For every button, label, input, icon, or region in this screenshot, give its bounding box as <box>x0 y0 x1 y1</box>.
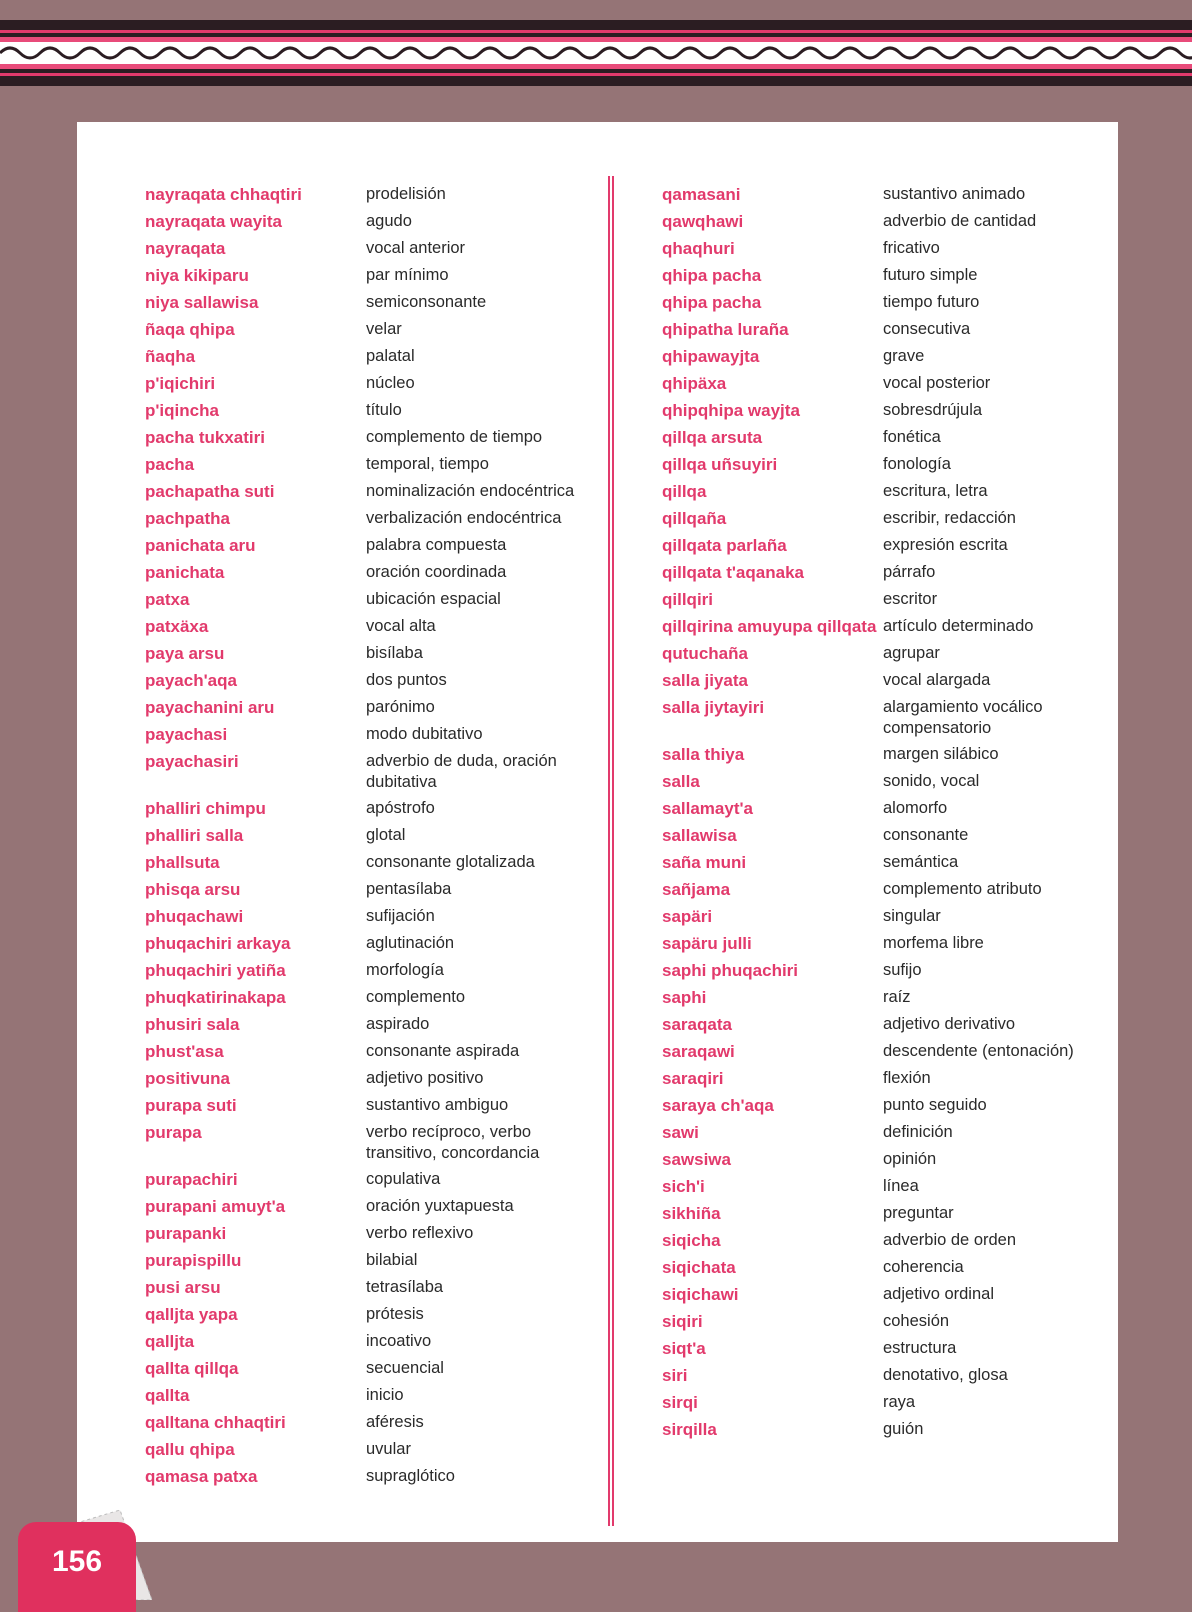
glossary-term: phalliri salla <box>145 826 244 845</box>
glossary-definition: palabra compuesta <box>366 536 507 554</box>
glossary-definition: uvular <box>366 1440 411 1458</box>
glossary-definition: fonología <box>883 455 951 473</box>
glossary-definition: coherencia <box>883 1258 964 1276</box>
glossary-definition: flexión <box>883 1069 931 1087</box>
glossary-definition: adverbio de duda, oración dubitativa <box>366 752 557 791</box>
glossary-term: nayraqata chhaqtiri <box>145 185 302 204</box>
glossary-term: sallamayt'a <box>662 799 753 818</box>
glossary-term: qhipqhipa wayjta <box>662 401 800 420</box>
glossary-term: siqichawi <box>662 1285 739 1304</box>
glossary-term: qawqhawi <box>662 212 744 231</box>
glossary-term: siqicha <box>662 1231 721 1250</box>
glossary-definition: descendente (entonación) <box>883 1042 1074 1060</box>
glossary-term: pachpatha <box>145 509 231 528</box>
glossary-term: qamasa patxa <box>145 1467 258 1486</box>
glossary-term: sirqi <box>662 1393 698 1412</box>
glossary-definition: bilabial <box>366 1251 418 1269</box>
glossary-definition: nominalización endocéntrica <box>366 482 575 500</box>
glossary-definition: fricativo <box>883 239 940 257</box>
glossary-definition: verbo recíproco, verbo transitivo, concordancia <box>366 1123 540 1162</box>
glossary-term: phust'asa <box>145 1042 224 1061</box>
glossary-definition: agudo <box>366 212 412 230</box>
glossary-term: sawsiwa <box>662 1150 731 1169</box>
glossary-term: qillqa arsuta <box>662 428 763 447</box>
glossary-term: qhipa pacha <box>662 266 762 285</box>
glossary-term: purapachiri <box>145 1170 238 1189</box>
glossary-definition: par mínimo <box>366 266 449 284</box>
glossary-term: qillqa uñsuyiri <box>662 455 778 474</box>
glossary-definition: tiempo futuro <box>883 293 980 311</box>
glossary-definition: línea <box>883 1177 919 1195</box>
glossary-term: salla jiyata <box>662 671 749 690</box>
glossary-definition: agrupar <box>883 644 940 662</box>
glossary-definition: futuro simple <box>883 266 978 284</box>
glossary-definition: grave <box>883 347 925 365</box>
glossary-definition: dos puntos <box>366 671 447 689</box>
glossary-definition: raíz <box>883 988 911 1006</box>
glossary-definition: vocal alargada <box>883 671 991 689</box>
glossary-definition: complemento <box>366 988 466 1006</box>
glossary-term: siqichata <box>662 1258 736 1277</box>
glossary-term: panichata <box>145 563 225 582</box>
glossary-definition: morfología <box>366 961 444 979</box>
glossary-term: sirqilla <box>662 1420 717 1439</box>
glossary-definition: complemento atributo <box>883 880 1042 898</box>
glossary-definition: pentasílaba <box>366 880 452 898</box>
glossary-definition: consecutiva <box>883 320 971 338</box>
glossary-definition: punto seguido <box>883 1096 987 1114</box>
glossary-definition: verbalización endocéntrica <box>366 509 562 527</box>
glossary-term: patxa <box>145 590 190 609</box>
glossary-definition: sonido, vocal <box>883 772 980 790</box>
glossary-term: pachapatha suti <box>145 482 275 501</box>
glossary-term: pacha tukxatiri <box>145 428 265 447</box>
glossary-term: purapanki <box>145 1224 227 1243</box>
glossary-definition: tetrasílaba <box>366 1278 444 1296</box>
glossary-term: saphi phuqachiri <box>662 961 799 980</box>
glossary-term: p'iqichiri <box>145 374 216 393</box>
glossary-definition: vocal alta <box>366 617 436 635</box>
glossary-definition: palatal <box>366 347 415 365</box>
glossary-term: qallu qhipa <box>145 1440 235 1459</box>
glossary-definition: complemento de tiempo <box>366 428 543 446</box>
glossary-definition: consonante <box>883 826 969 844</box>
glossary-term: purapa suti <box>145 1096 237 1115</box>
glossary-definition: adjetivo positivo <box>366 1069 484 1087</box>
glossary-definition: margen silábico <box>883 745 999 763</box>
glossary-definition: sustantivo animado <box>883 185 1026 203</box>
glossary-term: phuqachiri arkaya <box>145 934 291 953</box>
glossary-definition: estructura <box>883 1339 957 1357</box>
glossary-definition: sustantivo ambiguo <box>366 1096 509 1114</box>
glossary-term: pacha <box>145 455 195 474</box>
glossary-definition: vocal posterior <box>883 374 991 392</box>
glossary-term: saraqiri <box>662 1069 724 1088</box>
glossary-definition: bisílaba <box>366 644 423 662</box>
glossary-definition: singular <box>883 907 941 925</box>
glossary-term: phusiri sala <box>145 1015 240 1034</box>
glossary-term: salla <box>662 772 700 791</box>
glossary-page <box>77 122 1118 1542</box>
glossary-term: qallta qillqa <box>145 1359 239 1378</box>
glossary-term: qillqirina amuyupa qillqata <box>662 617 877 636</box>
glossary-definition: adjetivo derivativo <box>883 1015 1016 1033</box>
glossary-definition: oración coordinada <box>366 563 507 581</box>
glossary-term: sich'i <box>662 1177 705 1196</box>
glossary-definition: temporal, tiempo <box>366 455 489 473</box>
glossary-definition: escribir, redacción <box>883 509 1016 527</box>
glossary-term: qamasani <box>662 185 741 204</box>
glossary-term: saraqata <box>662 1015 732 1034</box>
glossary-definition: preguntar <box>883 1204 954 1222</box>
glossary-definition: escritura, letra <box>883 482 988 500</box>
glossary-term: phuqachawi <box>145 907 244 926</box>
glossary-term: saphi <box>662 988 707 1007</box>
glossary-definition: adverbio de orden <box>883 1231 1017 1249</box>
glossary-definition: morfema libre <box>883 934 984 952</box>
glossary-definition: raya <box>883 1393 916 1411</box>
glossary-definition: guión <box>883 1420 924 1438</box>
glossary-term: purapispillu <box>145 1251 242 1270</box>
glossary-term: niya sallawisa <box>145 293 259 312</box>
glossary-term: purapa <box>145 1123 202 1142</box>
glossary-definition: parónimo <box>366 698 435 716</box>
glossary-definition: copulativa <box>366 1170 441 1188</box>
glossary-definition: párrafo <box>883 563 936 581</box>
glossary-term: pusi arsu <box>145 1278 221 1297</box>
glossary-term: saraqawi <box>662 1042 735 1061</box>
glossary-term: paya arsu <box>145 644 225 663</box>
glossary-term: qalljta yapa <box>145 1305 238 1324</box>
glossary-definition: verbo reflexivo <box>366 1224 474 1242</box>
glossary-definition: vocal anterior <box>366 239 466 257</box>
glossary-term: phalliri chimpu <box>145 799 266 818</box>
glossary-definition: aspirado <box>366 1015 430 1033</box>
glossary-term: saña muni <box>662 853 747 872</box>
glossary-definition: título <box>366 401 402 419</box>
glossary-term: qhipatha luraña <box>662 320 789 339</box>
glossary-term: salla jiytayiri <box>662 698 765 717</box>
glossary-term: salla thiya <box>662 745 745 764</box>
glossary-definition: sufijo <box>883 961 922 979</box>
glossary-term: qhipäxa <box>662 374 727 393</box>
glossary-definition: expresión escrita <box>883 536 1008 554</box>
glossary-term: payachasiri <box>145 752 239 771</box>
glossary-definition: consonante glotalizada <box>366 853 535 871</box>
glossary-term: qillqata parlaña <box>662 536 787 555</box>
glossary-definition: apóstrofo <box>366 799 435 817</box>
glossary-definition: aglutinación <box>366 934 455 952</box>
glossary-definition: sobresdrújula <box>883 401 983 419</box>
glossary-term: sañjama <box>662 880 731 899</box>
glossary-term: qillqaña <box>662 509 727 528</box>
glossary-term: nayraqata <box>145 239 226 258</box>
glossary-definition: inicio <box>366 1386 404 1404</box>
glossary-term: phisqa arsu <box>145 880 241 899</box>
glossary-term: ñaqa qhipa <box>145 320 235 339</box>
glossary-term: ñaqha <box>145 347 196 366</box>
glossary-term: positivuna <box>145 1069 231 1088</box>
glossary-term: niya kikiparu <box>145 266 249 285</box>
page-number: 156 <box>18 1522 136 1612</box>
glossary-term: qalltana chhaqtiri <box>145 1413 286 1432</box>
glossary-term: sapäru julli <box>662 934 752 953</box>
glossary-definition: núcleo <box>366 374 415 392</box>
glossary-definition: prodelisión <box>366 185 446 203</box>
glossary-term: phallsuta <box>145 853 220 872</box>
glossary-definition: cohesión <box>883 1312 950 1330</box>
glossary-term: qillqiri <box>662 590 713 609</box>
glossary-definition: semántica <box>883 853 959 871</box>
glossary-term: qhaqhuri <box>662 239 735 258</box>
glossary-term: payachanini aru <box>145 698 275 717</box>
glossary-definition: prótesis <box>366 1305 424 1323</box>
glossary-term: panichata aru <box>145 536 256 555</box>
glossary-definition: supraglótico <box>366 1467 455 1485</box>
glossary-term: phuqachiri yatiña <box>145 961 286 980</box>
glossary-definition: escritor <box>883 590 938 608</box>
column-divider <box>608 176 614 1526</box>
glossary-definition: artículo determinado <box>883 617 1034 635</box>
glossary-definition: denotativo, glosa <box>883 1366 1008 1384</box>
glossary-term: saraya ch'aqa <box>662 1096 774 1115</box>
glossary-term: sapäri <box>662 907 713 926</box>
glossary-term: sikhiña <box>662 1204 721 1223</box>
glossary-definition: alomorfo <box>883 799 948 817</box>
glossary-term: phuqkatirinakapa <box>145 988 286 1007</box>
glossary-term: qhipa pacha <box>662 293 762 312</box>
glossary-term: sawi <box>662 1123 699 1142</box>
glossary-term: nayraqata wayita <box>145 212 283 231</box>
glossary-definition: adverbio de cantidad <box>883 212 1037 230</box>
glossary-term: qillqata t'aqanaka <box>662 563 804 582</box>
glossary-definition: sufijación <box>366 907 435 925</box>
glossary-definition: oración yuxtapuesta <box>366 1197 514 1215</box>
glossary-definition: incoativo <box>366 1332 432 1350</box>
glossary-definition: glotal <box>366 826 406 844</box>
glossary-term: purapani amuyt'a <box>145 1197 286 1216</box>
glossary-term: p'iqincha <box>145 401 219 420</box>
glossary-definition: fonética <box>883 428 941 446</box>
glossary-term: siqiri <box>662 1312 703 1331</box>
glossary-definition: ubicación espacial <box>366 590 501 608</box>
decorative-band <box>0 20 1192 86</box>
glossary-term: qalljta <box>145 1332 195 1351</box>
glossary-term: qhipawayjta <box>662 347 760 366</box>
glossary-definition: adjetivo ordinal <box>883 1285 994 1303</box>
glossary-definition: modo dubitativo <box>366 725 483 743</box>
glossary-term: siqt'a <box>662 1339 706 1358</box>
glossary-term: patxäxa <box>145 617 209 636</box>
glossary-term: siri <box>662 1366 688 1385</box>
glossary-term: payachasi <box>145 725 228 744</box>
glossary-definition: semiconsonante <box>366 293 487 311</box>
glossary-definition: consonante aspirada <box>366 1042 520 1060</box>
glossary-definition: secuencial <box>366 1359 444 1377</box>
glossary-definition: alargamiento vocálico compensatorio <box>883 698 1043 737</box>
glossary-definition: velar <box>366 320 402 338</box>
glossary-definition: definición <box>883 1123 953 1141</box>
glossary-definition: opinión <box>883 1150 937 1168</box>
glossary-term: qillqa <box>662 482 707 501</box>
glossary-term: qallta <box>145 1386 190 1405</box>
glossary-definition: aféresis <box>366 1413 424 1431</box>
glossary-term: qutuchaña <box>662 644 748 663</box>
glossary-term: sallawisa <box>662 826 737 845</box>
glossary-term: payach'aqa <box>145 671 237 690</box>
